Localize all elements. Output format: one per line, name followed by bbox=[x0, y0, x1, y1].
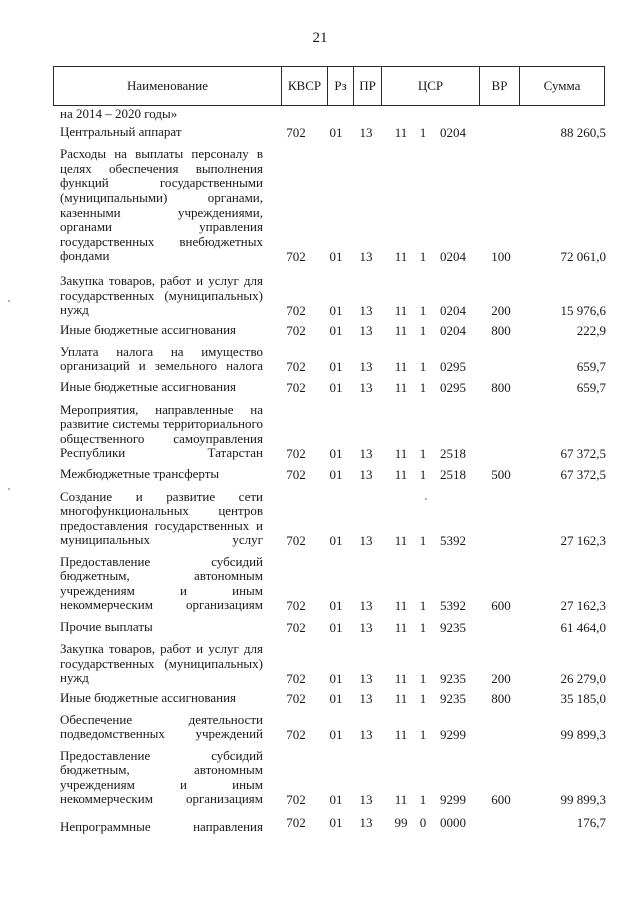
row-csr-program: 11 bbox=[394, 359, 408, 374]
row-pr: 13 bbox=[359, 691, 373, 706]
table-row bbox=[0, 620, 640, 635]
scan-speck-icon bbox=[8, 300, 10, 302]
row-sum: 72 061,0 bbox=[560, 249, 606, 264]
row-sum: 659,7 bbox=[576, 380, 606, 395]
row-csr-code: 5392 bbox=[440, 598, 466, 613]
row-csr-program: 11 bbox=[394, 620, 408, 635]
row-sum: 67 372,5 bbox=[560, 446, 606, 461]
row-pr: 13 bbox=[359, 727, 373, 742]
row-pr: 13 bbox=[359, 598, 373, 613]
row-rz: 01 bbox=[329, 446, 343, 461]
row-pr: 13 bbox=[359, 533, 373, 548]
row-csr-program: 11 bbox=[394, 598, 408, 613]
row-csr-code: 0295 bbox=[440, 380, 466, 395]
table-row bbox=[0, 402, 640, 461]
row-csr-code: 9235 bbox=[440, 620, 466, 635]
row-rz: 01 bbox=[329, 303, 343, 318]
row-csr-code: 9235 bbox=[440, 691, 466, 706]
row-name: Расходы на выплаты персоналу в целях обеспечения выполнения функций государственными (муниципальными) органами, казенными учреждениями, органами управления государственных внебюджетных фондами bbox=[60, 146, 263, 264]
row-csr-subprogram: 1 bbox=[419, 323, 427, 338]
header-csr: ЦСР bbox=[382, 67, 480, 105]
row-sum: 99 899,3 bbox=[560, 727, 606, 742]
row-vr: 800 bbox=[491, 380, 511, 395]
row-csr-program: 11 bbox=[394, 792, 408, 807]
scan-speck-icon bbox=[8, 488, 10, 490]
row-rz: 01 bbox=[329, 125, 343, 140]
row-kvsr: 702 bbox=[286, 727, 306, 742]
row-kvsr: 702 bbox=[286, 467, 306, 482]
row-name: Закупка товаров, работ и услуг для государственных (муниципальных) нужд bbox=[60, 641, 263, 686]
row-csr-program: 11 bbox=[394, 533, 408, 548]
row-sum: 88 260,5 bbox=[560, 125, 606, 140]
row-csr-subprogram: 1 bbox=[419, 792, 427, 807]
row-kvsr: 702 bbox=[286, 792, 306, 807]
row-kvsr: 702 bbox=[286, 303, 306, 318]
row-csr-program: 11 bbox=[394, 303, 408, 318]
row-rz: 01 bbox=[329, 467, 343, 482]
row-kvsr: 702 bbox=[286, 691, 306, 706]
row-vr: 200 bbox=[491, 303, 511, 318]
page-number: 21 bbox=[312, 30, 328, 46]
row-vr: 500 bbox=[491, 467, 511, 482]
row-csr-code: 0295 bbox=[440, 359, 466, 374]
row-rz: 01 bbox=[329, 792, 343, 807]
table-row bbox=[0, 489, 640, 548]
row-sum: 61 464,0 bbox=[560, 620, 606, 635]
row-name: Прочие выплаты bbox=[60, 619, 153, 635]
row-csr-program: 11 bbox=[394, 691, 408, 706]
table-row bbox=[0, 147, 640, 264]
row-pr: 13 bbox=[359, 323, 373, 338]
row-csr-program: 11 bbox=[394, 671, 408, 686]
row-csr-program: 11 bbox=[394, 380, 408, 395]
row-sum: 99 899,3 bbox=[560, 792, 606, 807]
header-kvsr: КВСР bbox=[282, 67, 328, 105]
table-row bbox=[0, 712, 640, 742]
row-csr-subprogram: 1 bbox=[419, 620, 427, 635]
header-rz: Рз bbox=[328, 67, 354, 105]
row-rz: 01 bbox=[329, 691, 343, 706]
row-pr: 13 bbox=[359, 125, 373, 140]
row-csr-subprogram: 1 bbox=[419, 467, 427, 482]
row-pr: 13 bbox=[359, 446, 373, 461]
table-row bbox=[0, 323, 640, 338]
header-pr: ПР bbox=[354, 67, 382, 105]
row-csr-code: 9299 bbox=[440, 792, 466, 807]
row-pr: 13 bbox=[359, 815, 373, 830]
row-rz: 01 bbox=[329, 815, 343, 830]
row-csr-program: 11 bbox=[394, 125, 408, 140]
row-pr: 13 bbox=[359, 792, 373, 807]
row-vr: 600 bbox=[491, 792, 511, 807]
row-csr-program: 11 bbox=[394, 467, 408, 482]
row-name: Закупка товаров, работ и услуг для государственных (муниципальных) нужд bbox=[60, 273, 263, 318]
table-header bbox=[53, 66, 605, 106]
row-rz: 01 bbox=[329, 727, 343, 742]
row-vr: 200 bbox=[491, 671, 511, 686]
row-csr-subprogram: 0 bbox=[419, 815, 427, 830]
row-name: Межбюджетные трансферты bbox=[60, 466, 220, 482]
row-csr-subprogram: 1 bbox=[419, 727, 427, 742]
header-vr: ВР bbox=[480, 67, 520, 105]
row-sum: 27 162,3 bbox=[560, 598, 606, 613]
row-sum: 659,7 bbox=[576, 359, 606, 374]
row-pr: 13 bbox=[359, 303, 373, 318]
row-csr-code: 5392 bbox=[440, 533, 466, 548]
row-csr-code: 0204 bbox=[440, 323, 466, 338]
row-name: Иные бюджетные ассигнования bbox=[60, 690, 237, 706]
row-rz: 01 bbox=[329, 671, 343, 686]
row-pr: 13 bbox=[359, 359, 373, 374]
row-sum: 222,9 bbox=[576, 323, 606, 338]
row-csr-program: 99 bbox=[394, 815, 408, 830]
header-sum: Сумма bbox=[543, 78, 581, 93]
scan-speck-icon bbox=[425, 498, 427, 500]
row-kvsr: 702 bbox=[286, 671, 306, 686]
table-row bbox=[0, 641, 640, 686]
row-csr-subprogram: 1 bbox=[419, 249, 427, 264]
row-csr-code: 9299 bbox=[440, 727, 466, 742]
row-vr: 800 bbox=[491, 691, 511, 706]
row-kvsr: 702 bbox=[286, 620, 306, 635]
continuation-text: на 2014 – 2020 годы» bbox=[60, 106, 178, 121]
row-sum: 27 162,3 bbox=[560, 533, 606, 548]
row-vr: 100 bbox=[491, 249, 511, 264]
table-row bbox=[0, 554, 640, 613]
row-sum: 35 185,0 bbox=[560, 691, 606, 706]
row-name: Создание и развитие сети многофункциональных центров предоставления государственных и муниципальных услуг bbox=[60, 488, 263, 548]
row-vr: 600 bbox=[491, 598, 511, 613]
row-csr-code: 2518 bbox=[440, 467, 466, 482]
header-name: Наименование bbox=[54, 67, 282, 105]
row-kvsr: 702 bbox=[286, 598, 306, 613]
row-csr-subprogram: 1 bbox=[419, 691, 427, 706]
row-kvsr: 702 bbox=[286, 359, 306, 374]
row-rz: 01 bbox=[329, 598, 343, 613]
row-vr: 800 bbox=[491, 323, 511, 338]
row-kvsr: 702 bbox=[286, 380, 306, 395]
table-row bbox=[0, 467, 640, 482]
row-csr-subprogram: 1 bbox=[419, 598, 427, 613]
row-name: Предоставление субсидий бюджетным, автономным учреждениям и иным некоммерческим организациям bbox=[60, 747, 263, 807]
row-kvsr: 702 bbox=[286, 323, 306, 338]
row-pr: 13 bbox=[359, 671, 373, 686]
row-name: Уплата налога на имущество организаций и земельного налога bbox=[60, 343, 263, 374]
row-rz: 01 bbox=[329, 620, 343, 635]
table-row bbox=[0, 273, 640, 318]
row-rz: 01 bbox=[329, 380, 343, 395]
row-pr: 13 bbox=[359, 467, 373, 482]
row-csr-code: 0204 bbox=[440, 125, 466, 140]
row-csr-program: 11 bbox=[394, 446, 408, 461]
row-sum: 176,7 bbox=[576, 815, 606, 830]
table-row bbox=[0, 815, 640, 834]
row-name: Предоставление субсидий бюджетным, автономным учреждениям и иным некоммерческим организациям bbox=[60, 553, 263, 613]
table-row bbox=[0, 344, 640, 374]
row-kvsr: 702 bbox=[286, 533, 306, 548]
table-row bbox=[0, 748, 640, 807]
row-name: Обеспечение деятельности подведомственных учреждений bbox=[60, 711, 263, 742]
row-sum: 67 372,5 bbox=[560, 467, 606, 482]
table-row bbox=[0, 380, 640, 395]
row-rz: 01 bbox=[329, 323, 343, 338]
row-sum: 26 279,0 bbox=[560, 671, 606, 686]
row-csr-subprogram: 1 bbox=[419, 446, 427, 461]
row-pr: 13 bbox=[359, 380, 373, 395]
row-csr-code: 0204 bbox=[440, 303, 466, 318]
row-kvsr: 702 bbox=[286, 249, 306, 264]
row-rz: 01 bbox=[329, 533, 343, 548]
row-csr-subprogram: 1 bbox=[419, 359, 427, 374]
row-name: Иные бюджетные ассигнования bbox=[60, 379, 237, 395]
row-csr-subprogram: 1 bbox=[419, 533, 427, 548]
row-csr-code: 9235 bbox=[440, 671, 466, 686]
row-kvsr: 702 bbox=[286, 125, 306, 140]
row-csr-subprogram: 1 bbox=[419, 125, 427, 140]
row-pr: 13 bbox=[359, 249, 373, 264]
table-row bbox=[0, 125, 640, 140]
row-csr-program: 11 bbox=[394, 249, 408, 264]
row-sum: 15 976,6 bbox=[560, 303, 606, 318]
row-csr-program: 11 bbox=[394, 323, 408, 338]
row-csr-program: 11 bbox=[394, 727, 408, 742]
row-name: Мероприятия, направленные на развитие системы территориального общественного самоуправления Республики Татарстан bbox=[60, 401, 263, 461]
row-rz: 01 bbox=[329, 359, 343, 374]
row-name: Иные бюджетные ассигнования bbox=[60, 322, 237, 338]
row-pr: 13 bbox=[359, 620, 373, 635]
row-rz: 01 bbox=[329, 249, 343, 264]
row-csr-code: 0204 bbox=[440, 249, 466, 264]
table-row bbox=[0, 691, 640, 706]
row-csr-code: 2518 bbox=[440, 446, 466, 461]
row-kvsr: 702 bbox=[286, 815, 306, 830]
row-name: Непрограммные направления bbox=[60, 819, 263, 834]
row-csr-subprogram: 1 bbox=[419, 671, 427, 686]
row-csr-subprogram: 1 bbox=[419, 380, 427, 395]
row-name: Центральный аппарат bbox=[60, 124, 182, 140]
row-csr-code: 0000 bbox=[440, 815, 466, 830]
row-kvsr: 702 bbox=[286, 446, 306, 461]
row-csr-subprogram: 1 bbox=[419, 303, 427, 318]
